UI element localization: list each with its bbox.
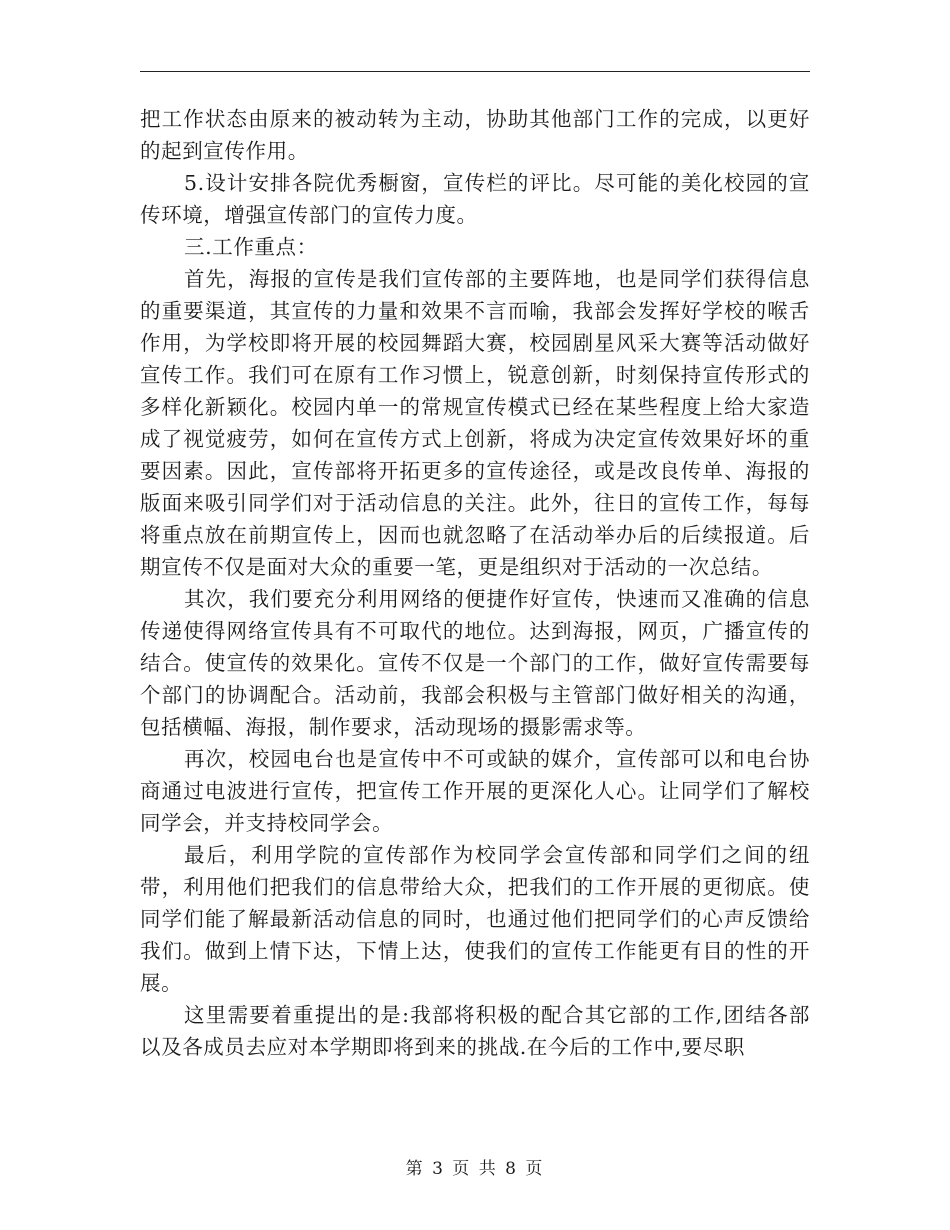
paragraph-4: 首先，海报的宣传是我们宣传部的主要阵地，也是同学们获得信息的重要渠道，其宣传的力量和效果不言而喻，我部会发挥好学校的喉舌作用，为学校即将开展的校园舞蹈大赛，校园剧星风采大赛等活动做好宣传工作。我们可在原有工作习惯上，锐意创新，时刻保持宣传形式的多样化新颖化。校园内单一的常规宣传模式已经在某些程度上给大家造成了视觉疲劳，如何在宣传方式上创新，将成为决定宣传效果好坏的重要因素。因此，宣传部将开拓更多的宣传途径，或是改良传单、海报的版面来吸引同学们对于活动信息的关注。此外，往日的宣传工作，每每将重点放在前期宣传上，因而也就忽略了在活动举办后的后续报道。后期宣传不仅是面对大众的重要一笔，更是组织对于活动的一次总结。	[140, 267, 810, 579]
paragraph-5: 其次，我们要充分利用网络的便捷作好宣传，快速而又准确的信息传递使得网络宣传具有不可取代的地位。达到海报，网页，广播宣传的结合。使宣传的效果化。宣传不仅是一个部门的工作，做好宣传需要每个部门的协调配合。活动前，我部会积极与主管部门做好相关的沟通，包括横幅、海报，制作要求，活动现场的摄影需求等。	[140, 587, 810, 739]
paragraph-6: 再次，校园电台也是宣传中不可或缺的媒介，宣传部可以和电台协商通过电波进行宣传，把宣传工作开展的更深化人心。让同学们了解校同学会，并支持校同学会。	[140, 747, 810, 835]
paragraph-1: 把工作状态由原来的被动转为主动，协助其他部门工作的完成，以更好的起到宣传作用。	[140, 107, 810, 163]
document-body	[140, 103, 810, 1063]
header-rule	[140, 71, 810, 72]
paragraph-8: 这里需要着重提出的是:我部将积极的配合其它部的工作,团结各部以及各成员去应对本学期即将到来的挑战.在今后的工作中,要尽职	[140, 1003, 810, 1059]
page-number: 第 3 页 共 8 页	[405, 1159, 545, 1179]
section-heading: 三.工作重点：	[184, 235, 318, 259]
paragraph-2: 5.设计安排各院优秀橱窗，宣传栏的评比。尽可能的美化校园的宣传环境，增强宣传部门的宣传力度。	[140, 171, 810, 227]
paragraph-7: 最后，利用学院的宣传部作为校同学会宣传部和同学们之间的纽带，利用他们把我们的信息带给大众，把我们的工作开展的更彻底。使同学们能了解最新活动信息的同时，也通过他们把同学们的心声反馈给我们。做到上情下达，下情上达，使我们的宣传工作能更有目的性的开展。	[140, 843, 810, 995]
